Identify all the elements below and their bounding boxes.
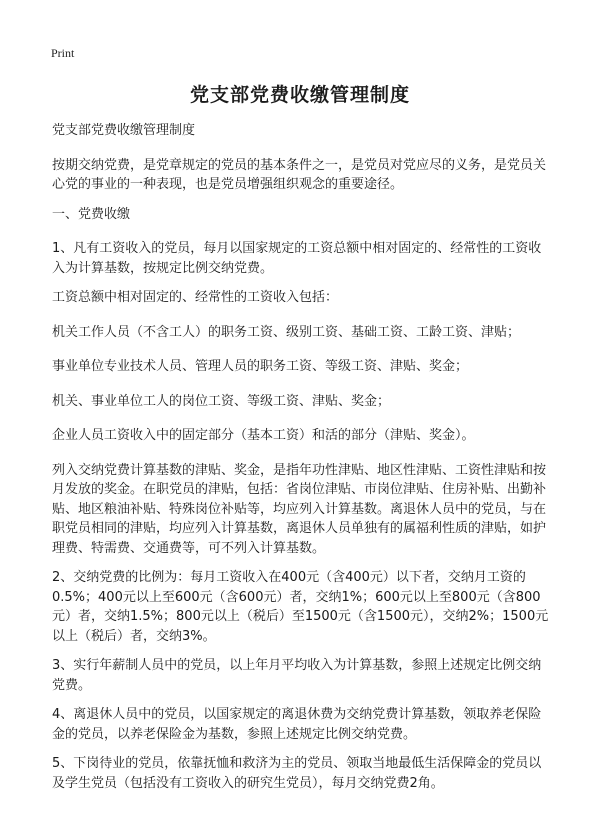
paragraph: 企业人员工资收入中的固定部分（基本工资）和活的部分（津贴、奖金）。 xyxy=(52,428,475,443)
paragraph: 2、交纳党费的比例为：每月工资收入在400元（含400元）以下者，交纳月工资的0.5%；400元以上至600元（含600元）者，交纳1%；600元以上至800元（含800元）者，交纳1.5%；800元以上（税后）至1500元（含1500元），交纳2%；1500元以上（税后）者，交纳3%。 xyxy=(52,570,549,644)
document-title: 党支部党费收缴管理制度 xyxy=(189,84,410,106)
paragraph: 机关工作人员（不含工人）的职务工资、级别工资、基础工资、工龄工资、津贴； xyxy=(52,324,521,340)
document-body xyxy=(52,121,552,803)
paragraph: 1、凡有工资收入的党员，每月以国家规定的工资总额中相对固定的、经常性的工资收入为计算基数，按规定比例交纳党费。 xyxy=(52,241,542,276)
paragraph: 按期交纳党费，是党章规定的党员的基本条件之一，是党员对党应尽的义务，是党员关心党的事业的一种表现，也是党员增强组织观念的重要途径。 xyxy=(52,157,547,192)
paragraph: 列入交纳党费计算基数的津贴、奖金，是指年功性津贴、地区性津贴、工资性津贴和按月发放的奖金。在职党员的津贴，包括：省岗位津贴、市岗位津贴、住房补贴、出勤补贴、地区粮油补贴、特殊岗位补贴等，均应列入计算基数。离退休人员中的党员，与在职党员相同的津贴，均应列入计算基数，离退休人员单独有的属福利性质的津贴，如护理费、特需费、交通费等，可不列入计算基数。 xyxy=(52,462,547,556)
paragraph: 工资总额中相对固定的、经常性的工资收入包括： xyxy=(52,290,339,305)
print-link[interactable]: Print xyxy=(51,46,75,60)
paragraph: 3、实行年薪制人员中的党员，以上年月平均收入为计算基数，参照上述规定比例交纳党费。 xyxy=(52,658,542,693)
paragraph: 4、离退休人员中的党员，以国家规定的离退休费为交纳党费计算基数，领取养老保险金的党员，以养老保险金为基数，参照上述规定比例交纳党费。 xyxy=(52,707,542,742)
paragraph: 事业单位专业技术人员、管理人员的职务工资、等级工资、津贴、奖金； xyxy=(52,359,469,374)
paragraph: 机关、事业单位工人的岗位工资、等级工资、津贴、奖金； xyxy=(52,393,391,409)
document-subtitle: 党支部党费收缴管理制度 xyxy=(52,123,196,138)
paragraph: 5、下岗待业的党员，依靠抚恤和救济为主的党员、领取当地最低生活保障金的党员以及学生党员（包括没有工资收入的研究生党员），每月交纳党费2角。 xyxy=(52,756,542,791)
section-heading: 一、党费收缴 xyxy=(52,206,131,222)
